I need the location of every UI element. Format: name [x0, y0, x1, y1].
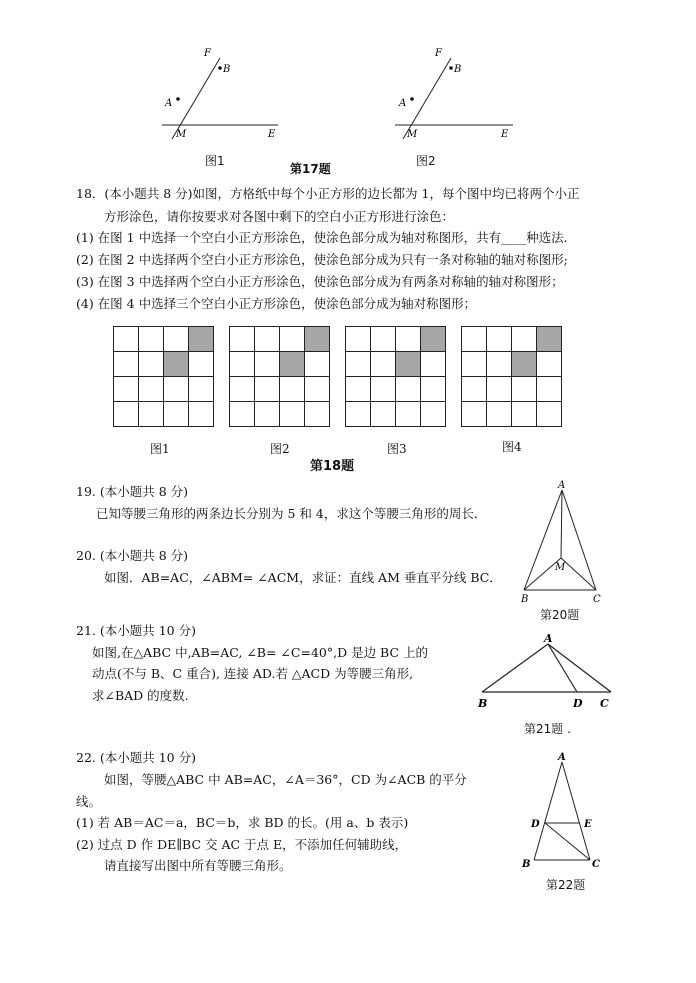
q22-caption: 第22题 [546, 878, 586, 892]
q18-item-2: (2) 在图 2 中选择两个空白小正方形涂色，使涂色部分成为只有一条对称轴的轴对称图形; [76, 252, 568, 267]
q21-label-b: B [478, 697, 488, 710]
q17-fig2-label-e: E [501, 129, 509, 140]
q17-fig1-label-e: E [268, 129, 276, 140]
q17-fig1-label-f: F [204, 48, 211, 59]
q18-grid-caption-3: 图3 [387, 442, 407, 456]
q18-item-4: (4) 在图 4 中选择三个空白小正方形涂色，使涂色部分成为轴对称图形； [76, 296, 477, 311]
q19-heading: 19. (本小题共 8 分) [76, 484, 189, 499]
q21-line-3: 求∠BAD 的度数. [92, 688, 189, 703]
q21-line-2: 动点(不与 B、C 重合), 连接 AD.若 △ACD 为等腰三角形, [92, 666, 414, 681]
q22-line-2: 线。 [76, 794, 102, 809]
q17-fig2-label-b: B [454, 64, 462, 75]
q18-item-1: (1) 在图 1 中选择一个空白小正方形涂色，使涂色部分成为轴对称图形，共有____种选法. [76, 230, 568, 245]
q20-label-c: C [593, 594, 601, 605]
q20-heading: 20. (本小题共 8 分) [76, 548, 189, 563]
q20-label-b: B [521, 594, 529, 605]
q22-label-e: E [584, 819, 592, 830]
q20-text: 如图．AB=AC，∠ABM= ∠ACM，求证：直线 AM 垂直平分线 BC． [104, 570, 502, 585]
q17-fig1-label-m: M [176, 129, 187, 140]
q21-caption: 第21题 . [524, 722, 571, 736]
q17-figure-2 [385, 42, 525, 144]
q21-line-1: 如图,在△ABC 中,AB=AC, ∠B= ∠C=40°,D 是边 BC 上的 [92, 645, 428, 660]
q17-fig2-caption: 图2 [416, 154, 436, 168]
q22-figure [516, 750, 616, 872]
q18-grid-caption-4: 图4 [502, 440, 522, 454]
q17-fig2-label-a: A [399, 98, 407, 109]
q17-fig1-label-b: B [223, 64, 231, 75]
q17-fig2-label-f: F [435, 48, 442, 59]
q18-line-2: 方形涂色，请你按要求对各图中剩下的空白小正方形进行涂色： [104, 209, 455, 224]
q20-label-a: A [558, 480, 566, 491]
q19-text: 已知等腰三角形的两条边长分别为 5 和 4，求这个等腰三角形的周长． [96, 506, 487, 521]
q17-title: 第17题 [290, 162, 331, 176]
q17-fig2-label-m: M [407, 129, 418, 140]
q18-item-3: (3) 在图 3 中选择两个空白小正方形涂色，使涂色部分成为有两条对称轴的轴对称图形； [76, 274, 564, 289]
q18-grid-caption-2: 图2 [270, 442, 290, 456]
q18-grid-2 [229, 326, 330, 427]
q17-fig1-label-a: A [165, 98, 173, 109]
q18-line-1: 18．(本小题共 8 分)如图，方格纸中每个小正方形的边长都为 1，每个图中均已将两个小正 [76, 186, 580, 201]
q22-line-5: 请直接写出图中所有等腰三角形。 [104, 858, 292, 873]
q17-figure-1 [150, 42, 290, 144]
q21-label-d: D [573, 697, 583, 710]
q22-label-d: D [531, 819, 540, 830]
q22-label-c: C [592, 859, 600, 870]
q21-label-c: C [600, 697, 609, 710]
q17-fig1-caption: 图1 [205, 154, 225, 168]
q22-label-b: B [522, 859, 531, 870]
q22-line-4: (2) 过点 D 作 DE∥BC 交 AC 于点 E，不添加任何辅助线， [76, 837, 408, 852]
q20-caption: 第20题 [540, 608, 580, 622]
q21-figure [474, 632, 624, 714]
q20-label-m: M [555, 562, 566, 573]
q22-line-1: 如图，等腰△ABC 中 AB=AC，∠A＝36°，CD 为∠ACB 的平分 [104, 772, 467, 787]
q22-label-a: A [558, 752, 566, 763]
q18-title: 第18题 [310, 459, 355, 474]
q18-grid-1 [113, 326, 214, 427]
q21-heading: 21. (本小题共 10 分) [76, 623, 196, 638]
q21-label-a: A [544, 632, 553, 645]
q20-figure [512, 478, 602, 606]
q22-line-3: (1) 若 AB＝AC＝a，BC＝b，求 BD 的长。(用 a、b 表示) [76, 815, 409, 830]
q22-heading: 22. (本小题共 10 分) [76, 750, 196, 765]
q18-grid-caption-1: 图1 [150, 442, 170, 456]
q18-grid-3 [345, 326, 446, 427]
q18-grid-4 [461, 326, 562, 427]
